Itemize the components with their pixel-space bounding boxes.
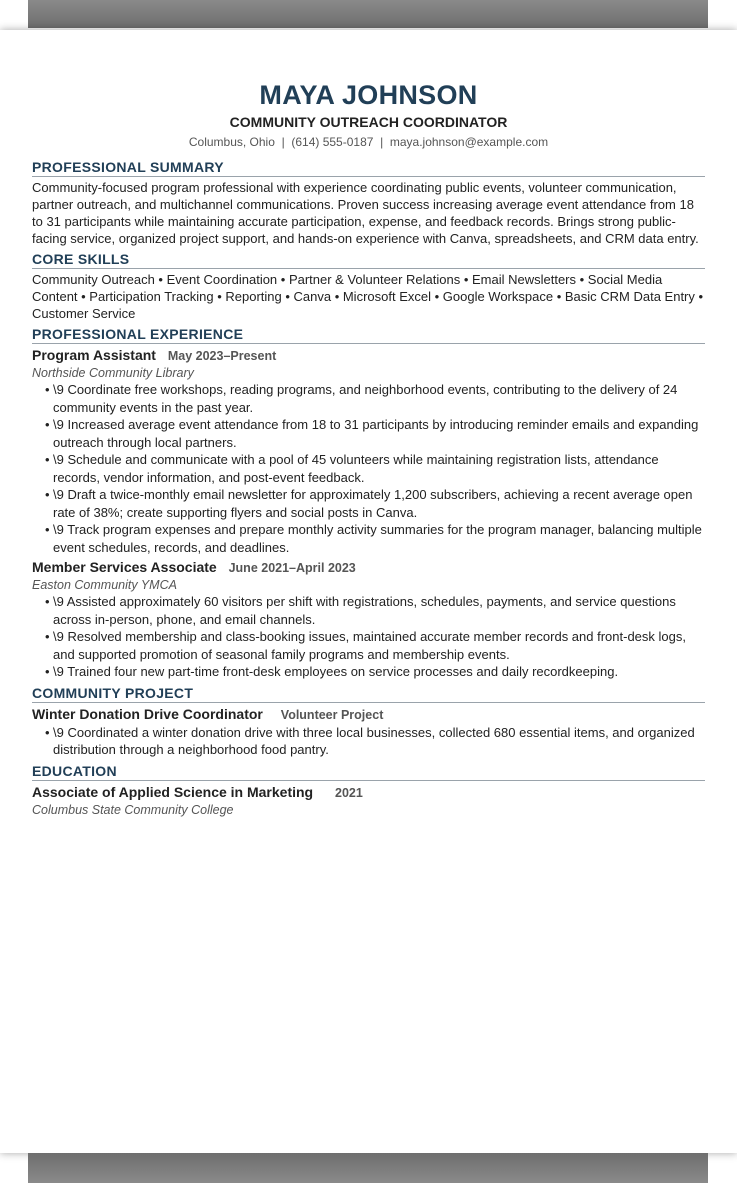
bullet-marker: • — [45, 522, 50, 537]
bullet-item — [32, 663, 705, 681]
project-role: Volunteer Project — [280, 707, 384, 722]
bullet-item — [32, 724, 705, 759]
project-bullets — [32, 724, 705, 759]
bullet-text: \9 Track program expenses and prepare monthly activity summaries for the program manager, balancing multiple event schedules, records, and deadlines. — [53, 522, 702, 555]
job-entry — [32, 558, 705, 681]
experience-heading: PROFESSIONAL EXPERIENCE — [32, 326, 705, 344]
bullet-marker: • — [45, 629, 50, 644]
graduation-year: 2021 — [335, 785, 363, 800]
job-header — [32, 346, 705, 365]
education-header — [32, 783, 705, 802]
bullet-marker: • — [45, 417, 50, 432]
bullet-text: \9 Trained four new part-time front-desk employees on service processes and daily recordkeeping. — [53, 664, 619, 679]
job-title: Member Services Associate — [32, 559, 217, 575]
job-dates: June 2021–April 2023 — [228, 561, 356, 575]
skills-heading: CORE SKILLS — [32, 251, 705, 269]
job-bullets — [32, 593, 705, 681]
job-header — [32, 558, 705, 577]
skills-text: Community Outreach • Event Coordination • Partner & Volunteer Relations • Email Newsletters • Social Media Content • Participation Tracking • Reporting • Canva • Microsoft Excel • Google Workspace • Basic CRM Data Entry • Customer Service — [32, 272, 704, 321]
bullet-text: \9 Coordinate free workshops, reading programs, and neighborhood events, contributing to the delivery of 24 community events in the past year. — [53, 382, 678, 415]
education-entry — [32, 783, 705, 818]
bullet-marker: • — [45, 594, 50, 609]
bullet-item — [32, 593, 705, 628]
project-title: Winter Donation Drive Coordinator — [32, 705, 263, 722]
summary-heading: PROFESSIONAL SUMMARY — [32, 159, 705, 177]
job-dates: May 2023–Present — [167, 349, 277, 363]
resume-content — [32, 78, 705, 818]
bullet-item — [32, 521, 705, 556]
contact-line: Columbus, Ohio | (614) 555-0187 | maya.johnson@example.com — [188, 135, 549, 149]
bullet-marker: • — [45, 452, 50, 467]
bullet-text: \9 Draft a twice-monthly email newsletter for approximately 1,200 subscribers, achieving a recent average open rate of 38%; create supporting flyers and social posts in Canva. — [53, 487, 693, 520]
project-heading: COMMUNITY PROJECT — [32, 685, 705, 703]
bullet-marker: • — [45, 664, 50, 679]
bullet-item — [32, 416, 705, 451]
bullet-item — [32, 486, 705, 521]
school-name: Columbus State Community College — [32, 802, 234, 817]
project-header — [32, 705, 705, 724]
project-entry — [32, 705, 705, 759]
bullet-text: \9 Assisted approximately 60 visitors per shift with registrations, schedules, payments, and service questions across in-person, phone, and email channels. — [53, 594, 676, 627]
resume-page — [0, 30, 737, 1153]
viewer-bottom-bar — [28, 1153, 708, 1183]
bullet-marker: • — [45, 487, 50, 502]
candidate-title: COMMUNITY OUTREACH COORDINATOR — [229, 114, 508, 130]
bullet-marker: • — [45, 724, 50, 740]
job-entry — [32, 346, 705, 556]
job-organization: Easton Community YMCA — [32, 578, 177, 592]
bullet-marker: • — [45, 382, 50, 397]
job-organization: Northside Community Library — [32, 366, 194, 380]
job-bullets — [32, 381, 705, 556]
bullet-text: \9 Resolved membership and class-booking issues, maintained accurate member records and front-desk logs, and supported promotion of seasonal family programs and membership events. — [53, 629, 686, 662]
job-title: Program Assistant — [32, 347, 156, 363]
candidate-name: MAYA JOHNSON — [259, 80, 478, 110]
bullet-item — [32, 381, 705, 416]
viewer-top-bar — [28, 0, 708, 28]
degree: Associate of Applied Science in Marketing — [32, 783, 314, 800]
bullet-text: \9 Schedule and communicate with a pool of 45 volunteers while maintaining registration lists, attendance records, vendor information, and post-event feedback. — [53, 452, 659, 485]
bullet-item — [32, 451, 705, 486]
bullet-item — [32, 628, 705, 663]
education-heading: EDUCATION — [32, 763, 705, 781]
bullet-text: \9 Increased average event attendance from 18 to 31 participants by introducing reminder emails and expanding outreach through local partners. — [53, 417, 699, 450]
bullet-text: \9 Coordinated a winter donation drive with three local businesses, collected 680 essential items, and organized distribution through a neighborhood food pantry. — [53, 724, 695, 757]
summary-text: Community-focused program professional with experience coordinating public events, volunteer communication, partner outreach, and multichannel communications. Proven success increasing average event attendance from 18 to 31 participants while maintaining accurate participation, expense, and feedback records. Brings strong public-facing service, organized project support, and hands-on experience with Canva, spreadsheets, and CRM data entry. — [32, 180, 699, 246]
